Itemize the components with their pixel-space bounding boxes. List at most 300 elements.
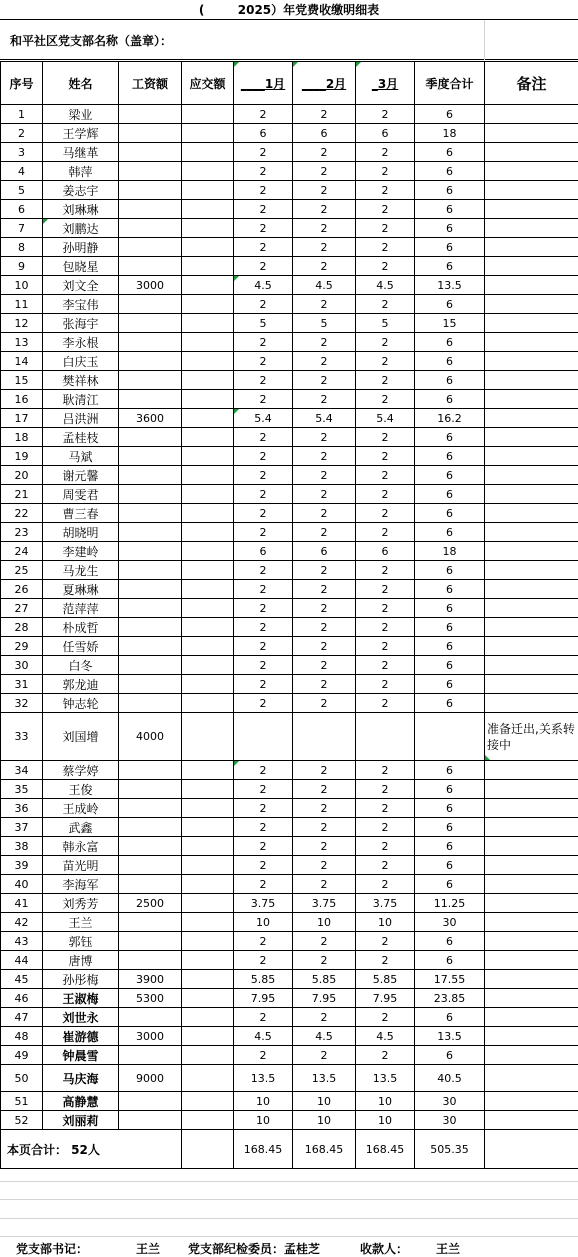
row-month-1[interactable]: 10 [234, 1111, 293, 1130]
row-seq[interactable]: 28 [1, 618, 43, 637]
row-month-2[interactable]: 10 [293, 1092, 356, 1111]
row-month-2[interactable]: 5.4 [293, 409, 356, 428]
row-month-2[interactable]: 2 [293, 238, 356, 257]
row-quarter-total[interactable]: 30 [415, 1111, 485, 1130]
row-name[interactable]: 曹三春 [43, 504, 119, 523]
row-seq[interactable]: 9 [1, 257, 43, 276]
row-month-3[interactable]: 2 [356, 799, 415, 818]
row-quarter-total[interactable]: 6 [415, 637, 485, 656]
row-remark[interactable] [485, 238, 578, 257]
row-month-1[interactable]: 2 [234, 105, 293, 124]
row-due[interactable] [182, 1027, 234, 1046]
row-quarter-total[interactable]: 6 [415, 799, 485, 818]
row-remark[interactable] [485, 523, 578, 542]
row-salary[interactable] [119, 1008, 182, 1027]
row-quarter-total[interactable]: 11.25 [415, 894, 485, 913]
row-month-1[interactable]: 2 [234, 447, 293, 466]
row-quarter-total[interactable]: 6 [415, 504, 485, 523]
total-quarter[interactable]: 505.35 [415, 1130, 485, 1169]
row-remark[interactable] [485, 761, 578, 780]
row-name[interactable]: 刘世永 [43, 1008, 119, 1027]
row-quarter-total[interactable]: 6 [415, 618, 485, 637]
row-quarter-total[interactable]: 6 [415, 219, 485, 238]
row-month-2[interactable]: 5.85 [293, 970, 356, 989]
row-remark[interactable] [485, 1111, 578, 1130]
row-due[interactable] [182, 856, 234, 875]
row-month-3[interactable]: 2 [356, 599, 415, 618]
row-seq[interactable]: 39 [1, 856, 43, 875]
row-month-2[interactable]: 2 [293, 694, 356, 713]
row-remark[interactable] [485, 257, 578, 276]
row-month-2[interactable]: 2 [293, 352, 356, 371]
row-salary[interactable] [119, 637, 182, 656]
row-month-3[interactable]: 2 [356, 504, 415, 523]
row-quarter-total[interactable]: 6 [415, 105, 485, 124]
row-remark[interactable] [485, 970, 578, 989]
row-salary[interactable] [119, 390, 182, 409]
row-due[interactable] [182, 257, 234, 276]
row-month-3[interactable]: 2 [356, 371, 415, 390]
row-seq[interactable]: 8 [1, 238, 43, 257]
total-month-2[interactable]: 168.45 [293, 1130, 356, 1169]
row-salary[interactable] [119, 761, 182, 780]
row-salary[interactable] [119, 818, 182, 837]
row-month-2[interactable]: 2 [293, 447, 356, 466]
row-month-3[interactable]: 2 [356, 238, 415, 257]
row-month-3[interactable]: 4.5 [356, 1027, 415, 1046]
row-seq[interactable]: 30 [1, 656, 43, 675]
row-quarter-total[interactable]: 16.2 [415, 409, 485, 428]
row-name[interactable]: 马继革 [43, 143, 119, 162]
row-month-3[interactable]: 2 [356, 295, 415, 314]
row-seq[interactable]: 24 [1, 542, 43, 561]
row-month-2[interactable]: 2 [293, 818, 356, 837]
row-remark[interactable] [485, 818, 578, 837]
row-name[interactable]: 刘国增 [43, 713, 119, 761]
row-salary[interactable] [119, 1046, 182, 1065]
row-due[interactable] [182, 951, 234, 970]
row-month-2[interactable]: 2 [293, 466, 356, 485]
row-name[interactable]: 李海军 [43, 875, 119, 894]
total-remark[interactable] [485, 1130, 578, 1169]
row-seq[interactable]: 38 [1, 837, 43, 856]
row-month-2[interactable]: 2 [293, 618, 356, 637]
row-remark[interactable] [485, 1008, 578, 1027]
row-name[interactable]: 钟志轮 [43, 694, 119, 713]
row-month-2[interactable]: 13.5 [293, 1065, 356, 1092]
row-month-3[interactable]: 2 [356, 780, 415, 799]
row-month-1[interactable]: 2 [234, 818, 293, 837]
row-month-3[interactable] [356, 713, 415, 761]
row-month-2[interactable]: 2 [293, 162, 356, 181]
row-seq[interactable]: 40 [1, 875, 43, 894]
row-seq[interactable]: 16 [1, 390, 43, 409]
row-name[interactable]: 崔游德 [43, 1027, 119, 1046]
row-quarter-total[interactable]: 6 [415, 485, 485, 504]
row-month-3[interactable]: 10 [356, 1092, 415, 1111]
row-due[interactable] [182, 181, 234, 200]
row-month-1[interactable]: 5.85 [234, 970, 293, 989]
row-remark[interactable] [485, 390, 578, 409]
row-seq[interactable]: 33 [1, 713, 43, 761]
row-month-1[interactable]: 2 [234, 656, 293, 675]
row-month-3[interactable]: 2 [356, 656, 415, 675]
row-name[interactable]: 唐博 [43, 951, 119, 970]
row-quarter-total[interactable]: 30 [415, 913, 485, 932]
row-quarter-total[interactable]: 6 [415, 875, 485, 894]
row-month-1[interactable]: 2 [234, 780, 293, 799]
row-quarter-total[interactable]: 6 [415, 951, 485, 970]
row-month-1[interactable]: 2 [234, 485, 293, 504]
row-remark[interactable] [485, 875, 578, 894]
header-due[interactable]: 应交额 [182, 62, 234, 105]
row-salary[interactable] [119, 200, 182, 219]
row-name[interactable]: 韩萍 [43, 162, 119, 181]
row-remark[interactable] [485, 162, 578, 181]
row-remark[interactable] [485, 200, 578, 219]
row-quarter-total[interactable]: 6 [415, 200, 485, 219]
row-due[interactable] [182, 713, 234, 761]
row-name[interactable]: 包晓星 [43, 257, 119, 276]
row-seq[interactable]: 49 [1, 1046, 43, 1065]
row-seq[interactable]: 15 [1, 371, 43, 390]
row-seq[interactable]: 50 [1, 1065, 43, 1092]
row-month-2[interactable]: 2 [293, 333, 356, 352]
row-name[interactable]: 白冬 [43, 656, 119, 675]
row-month-3[interactable]: 2 [356, 257, 415, 276]
row-name[interactable]: 刘鹏达 [43, 219, 119, 238]
row-quarter-total[interactable]: 6 [415, 523, 485, 542]
row-due[interactable] [182, 1046, 234, 1065]
row-month-1[interactable]: 2 [234, 428, 293, 447]
row-salary[interactable] [119, 504, 182, 523]
row-month-3[interactable]: 2 [356, 856, 415, 875]
row-month-3[interactable]: 2 [356, 618, 415, 637]
row-quarter-total[interactable]: 13.5 [415, 276, 485, 295]
row-seq[interactable]: 23 [1, 523, 43, 542]
row-month-1[interactable]: 2 [234, 523, 293, 542]
row-month-1[interactable]: 2 [234, 837, 293, 856]
row-month-1[interactable]: 2 [234, 162, 293, 181]
row-salary[interactable] [119, 257, 182, 276]
row-month-1[interactable]: 2 [234, 1008, 293, 1027]
row-salary[interactable] [119, 656, 182, 675]
row-month-3[interactable]: 2 [356, 428, 415, 447]
row-due[interactable] [182, 504, 234, 523]
row-due[interactable] [182, 447, 234, 466]
row-seq[interactable]: 5 [1, 181, 43, 200]
row-quarter-total[interactable]: 6 [415, 856, 485, 875]
row-month-3[interactable]: 2 [356, 447, 415, 466]
row-month-2[interactable]: 2 [293, 200, 356, 219]
row-due[interactable] [182, 390, 234, 409]
row-month-2[interactable]: 2 [293, 875, 356, 894]
row-quarter-total[interactable]: 6 [415, 580, 485, 599]
row-month-1[interactable]: 2 [234, 238, 293, 257]
row-salary[interactable] [119, 1092, 182, 1111]
row-quarter-total[interactable] [415, 713, 485, 761]
row-name[interactable]: 王俊 [43, 780, 119, 799]
row-name[interactable]: 武鑫 [43, 818, 119, 837]
row-month-2[interactable]: 2 [293, 761, 356, 780]
row-due[interactable] [182, 523, 234, 542]
row-seq[interactable]: 36 [1, 799, 43, 818]
row-quarter-total[interactable]: 6 [415, 257, 485, 276]
row-month-2[interactable]: 10 [293, 913, 356, 932]
row-quarter-total[interactable]: 40.5 [415, 1065, 485, 1092]
row-month-1[interactable]: 13.5 [234, 1065, 293, 1092]
row-remark[interactable] [485, 466, 578, 485]
row-due[interactable] [182, 276, 234, 295]
row-month-3[interactable]: 2 [356, 143, 415, 162]
row-month-2[interactable]: 4.5 [293, 276, 356, 295]
row-month-3[interactable]: 2 [356, 390, 415, 409]
row-month-3[interactable]: 2 [356, 162, 415, 181]
row-name[interactable]: 刘文全 [43, 276, 119, 295]
row-seq[interactable]: 52 [1, 1111, 43, 1130]
row-due[interactable] [182, 485, 234, 504]
header-seq[interactable]: 序号 [1, 62, 43, 105]
row-due[interactable] [182, 875, 234, 894]
row-month-3[interactable]: 5.4 [356, 409, 415, 428]
row-month-1[interactable]: 2 [234, 799, 293, 818]
row-salary[interactable] [119, 143, 182, 162]
row-name[interactable]: 周雯君 [43, 485, 119, 504]
row-month-1[interactable]: 2 [234, 599, 293, 618]
row-month-3[interactable]: 6 [356, 124, 415, 143]
row-month-2[interactable]: 2 [293, 504, 356, 523]
row-due[interactable] [182, 675, 234, 694]
row-quarter-total[interactable]: 6 [415, 675, 485, 694]
row-remark[interactable] [485, 561, 578, 580]
row-month-3[interactable]: 2 [356, 837, 415, 856]
row-month-1[interactable]: 10 [234, 1092, 293, 1111]
row-seq[interactable]: 14 [1, 352, 43, 371]
row-name[interactable]: 高静慧 [43, 1092, 119, 1111]
row-name[interactable]: 王兰 [43, 913, 119, 932]
row-name[interactable]: 王淑梅 [43, 989, 119, 1008]
row-due[interactable] [182, 894, 234, 913]
row-salary[interactable] [119, 951, 182, 970]
row-remark[interactable] [485, 1027, 578, 1046]
row-salary[interactable] [119, 485, 182, 504]
row-remark[interactable] [485, 314, 578, 333]
row-salary[interactable]: 3600 [119, 409, 182, 428]
row-quarter-total[interactable]: 6 [415, 694, 485, 713]
row-name[interactable]: 吕洪洲 [43, 409, 119, 428]
row-salary[interactable] [119, 856, 182, 875]
row-month-1[interactable]: 2 [234, 761, 293, 780]
row-salary[interactable]: 3000 [119, 276, 182, 295]
row-month-1[interactable]: 2 [234, 390, 293, 409]
row-month-3[interactable]: 2 [356, 932, 415, 951]
row-seq[interactable]: 47 [1, 1008, 43, 1027]
row-seq[interactable]: 27 [1, 599, 43, 618]
row-remark[interactable] [485, 894, 578, 913]
row-quarter-total[interactable]: 6 [415, 932, 485, 951]
row-quarter-total[interactable]: 15 [415, 314, 485, 333]
row-quarter-total[interactable]: 6 [415, 466, 485, 485]
row-name[interactable]: 朴成哲 [43, 618, 119, 637]
row-due[interactable] [182, 314, 234, 333]
row-name[interactable]: 樊祥林 [43, 371, 119, 390]
row-month-1[interactable]: 2 [234, 352, 293, 371]
row-salary[interactable] [119, 694, 182, 713]
row-month-1[interactable]: 2 [234, 181, 293, 200]
row-month-1[interactable]: 5.4 [234, 409, 293, 428]
row-seq[interactable]: 45 [1, 970, 43, 989]
row-seq[interactable]: 42 [1, 913, 43, 932]
row-remark[interactable] [485, 1092, 578, 1111]
row-month-1[interactable]: 2 [234, 561, 293, 580]
row-seq[interactable]: 48 [1, 1027, 43, 1046]
row-month-1[interactable]: 3.75 [234, 894, 293, 913]
row-quarter-total[interactable]: 6 [415, 352, 485, 371]
row-due[interactable] [182, 761, 234, 780]
row-month-1[interactable]: 4.5 [234, 1027, 293, 1046]
row-month-1[interactable]: 2 [234, 143, 293, 162]
row-remark[interactable] [485, 856, 578, 875]
row-month-2[interactable]: 2 [293, 485, 356, 504]
row-name[interactable]: 马龙生 [43, 561, 119, 580]
row-salary[interactable] [119, 618, 182, 637]
row-remark[interactable] [485, 333, 578, 352]
row-quarter-total[interactable]: 6 [415, 371, 485, 390]
row-due[interactable] [182, 105, 234, 124]
row-seq[interactable]: 51 [1, 1092, 43, 1111]
row-salary[interactable]: 3000 [119, 1027, 182, 1046]
row-name[interactable]: 李建岭 [43, 542, 119, 561]
header-name[interactable]: 姓名 [43, 62, 119, 105]
row-name[interactable]: 刘丽莉 [43, 1111, 119, 1130]
row-month-2[interactable]: 2 [293, 856, 356, 875]
row-seq[interactable]: 10 [1, 276, 43, 295]
row-seq[interactable]: 21 [1, 485, 43, 504]
row-seq[interactable]: 17 [1, 409, 43, 428]
row-month-2[interactable]: 2 [293, 523, 356, 542]
row-month-3[interactable]: 2 [356, 675, 415, 694]
row-month-3[interactable]: 2 [356, 485, 415, 504]
row-remark[interactable] [485, 542, 578, 561]
row-seq[interactable]: 2 [1, 124, 43, 143]
row-name[interactable]: 梁业 [43, 105, 119, 124]
row-name[interactable]: 姜志宇 [43, 181, 119, 200]
row-quarter-total[interactable]: 6 [415, 599, 485, 618]
row-seq[interactable]: 29 [1, 637, 43, 656]
row-due[interactable] [182, 143, 234, 162]
row-due[interactable] [182, 371, 234, 390]
row-quarter-total[interactable]: 18 [415, 124, 485, 143]
row-remark[interactable] [485, 1046, 578, 1065]
row-month-3[interactable]: 2 [356, 105, 415, 124]
row-quarter-total[interactable]: 13.5 [415, 1027, 485, 1046]
row-month-1[interactable]: 2 [234, 1046, 293, 1065]
row-month-3[interactable]: 13.5 [356, 1065, 415, 1092]
row-name[interactable]: 孙明静 [43, 238, 119, 257]
row-month-3[interactable]: 7.95 [356, 989, 415, 1008]
row-month-2[interactable]: 2 [293, 143, 356, 162]
row-due[interactable] [182, 618, 234, 637]
row-salary[interactable] [119, 523, 182, 542]
row-name[interactable]: 张海宇 [43, 314, 119, 333]
row-salary[interactable] [119, 314, 182, 333]
row-quarter-total[interactable]: 6 [415, 656, 485, 675]
row-remark[interactable] [485, 143, 578, 162]
row-due[interactable] [182, 295, 234, 314]
row-salary[interactable]: 9000 [119, 1065, 182, 1092]
row-month-2[interactable]: 2 [293, 219, 356, 238]
row-due[interactable] [182, 1111, 234, 1130]
row-due[interactable] [182, 780, 234, 799]
row-salary[interactable]: 2500 [119, 894, 182, 913]
header-month-2[interactable]: ____2月 [293, 62, 356, 105]
row-quarter-total[interactable]: 6 [415, 761, 485, 780]
row-month-1[interactable]: 10 [234, 913, 293, 932]
row-month-2[interactable]: 2 [293, 799, 356, 818]
row-quarter-total[interactable]: 30 [415, 1092, 485, 1111]
row-name[interactable]: 耿清江 [43, 390, 119, 409]
row-remark[interactable] [485, 295, 578, 314]
row-due[interactable] [182, 656, 234, 675]
row-month-2[interactable]: 6 [293, 542, 356, 561]
row-remark[interactable]: 准备迁出,关系转接中 [485, 713, 578, 761]
row-month-1[interactable]: 2 [234, 580, 293, 599]
row-month-3[interactable]: 2 [356, 200, 415, 219]
row-quarter-total[interactable]: 6 [415, 162, 485, 181]
row-name[interactable]: 郭龙迪 [43, 675, 119, 694]
row-name[interactable]: 马斌 [43, 447, 119, 466]
row-remark[interactable] [485, 951, 578, 970]
row-month-1[interactable]: 4.5 [234, 276, 293, 295]
row-month-1[interactable] [234, 713, 293, 761]
row-due[interactable] [182, 799, 234, 818]
row-month-2[interactable]: 4.5 [293, 1027, 356, 1046]
row-salary[interactable] [119, 181, 182, 200]
row-due[interactable] [182, 970, 234, 989]
row-month-3[interactable]: 2 [356, 818, 415, 837]
row-month-3[interactable]: 5 [356, 314, 415, 333]
row-due[interactable] [182, 818, 234, 837]
row-seq[interactable]: 19 [1, 447, 43, 466]
total-month-3[interactable]: 168.45 [356, 1130, 415, 1169]
row-month-2[interactable]: 2 [293, 675, 356, 694]
row-salary[interactable] [119, 1111, 182, 1130]
row-remark[interactable] [485, 837, 578, 856]
row-month-3[interactable]: 3.75 [356, 894, 415, 913]
row-remark[interactable] [485, 124, 578, 143]
row-remark[interactable] [485, 913, 578, 932]
row-month-3[interactable]: 2 [356, 637, 415, 656]
total-due[interactable] [182, 1130, 234, 1169]
row-month-1[interactable]: 2 [234, 637, 293, 656]
row-salary[interactable] [119, 599, 182, 618]
row-month-2[interactable]: 10 [293, 1111, 356, 1130]
row-due[interactable] [182, 409, 234, 428]
row-seq[interactable]: 31 [1, 675, 43, 694]
row-quarter-total[interactable]: 6 [415, 333, 485, 352]
row-name[interactable]: 李永根 [43, 333, 119, 352]
row-month-1[interactable]: 2 [234, 257, 293, 276]
row-month-3[interactable]: 2 [356, 694, 415, 713]
row-month-1[interactable]: 6 [234, 124, 293, 143]
row-month-2[interactable]: 5 [293, 314, 356, 333]
row-month-1[interactable]: 2 [234, 333, 293, 352]
row-remark[interactable] [485, 799, 578, 818]
row-remark[interactable] [485, 181, 578, 200]
row-due[interactable] [182, 238, 234, 257]
row-salary[interactable] [119, 913, 182, 932]
row-name[interactable]: 李宝伟 [43, 295, 119, 314]
